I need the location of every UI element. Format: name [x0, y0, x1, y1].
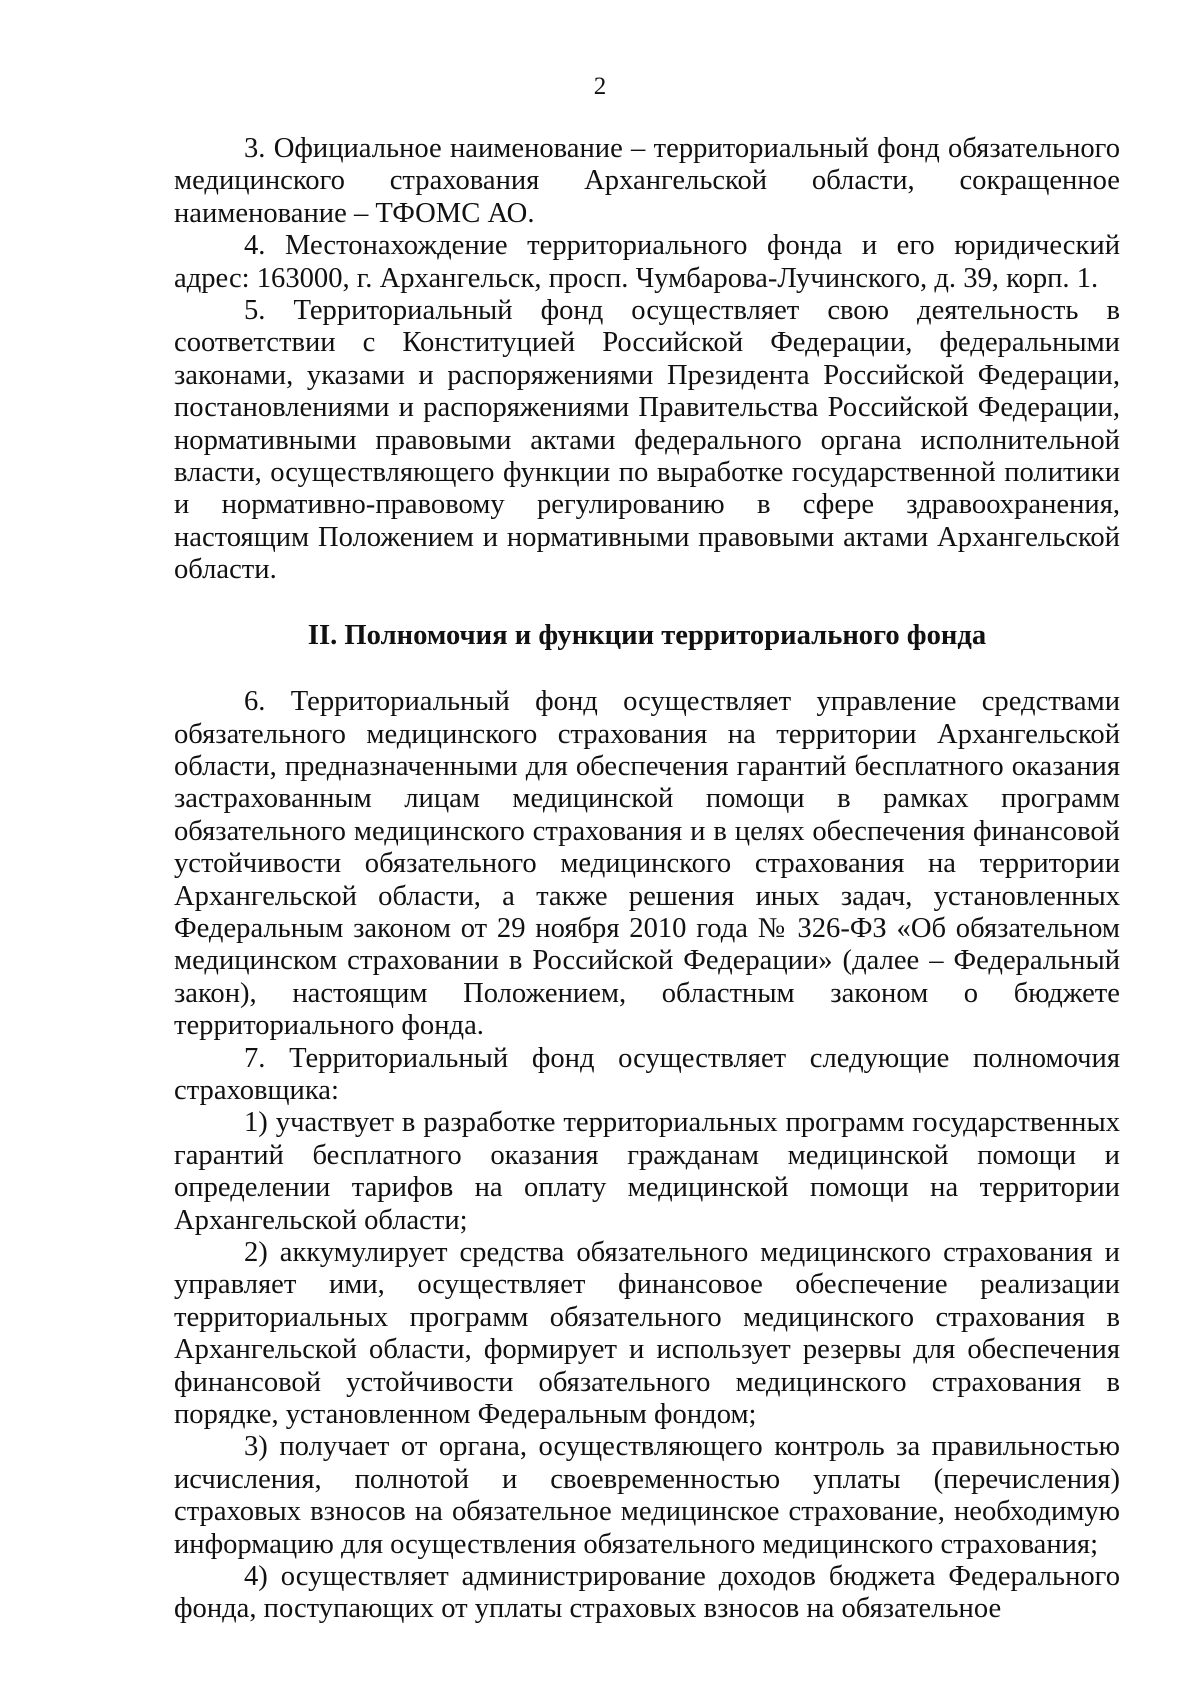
list-item-1: 1) участвует в разработке территориальных программ государственных гарантий бесплатного оказания гражданам медицинской помощи и определении тарифов на оплату медицинской помощи на территории Архангельской области;: [174, 1107, 1120, 1236]
list-item-3: 3) получает от органа, осуществляющего контроль за правильностью исчисления, полнотой и своевременностью уплаты (перечисления) страховых взносов на обязательное медицинское страхование, необходимую информацию для осуществления обязательного медицинского страхования;: [174, 1431, 1120, 1560]
paragraph-4: 4. Местонахождение территориального фонда и его юридический адрес: 163000, г. Архангельск, просп. Чумбарова-Лучинского, д. 39, корп. 1.: [174, 230, 1120, 294]
section-heading: II. Полномочия и функции территориального фонда: [307, 619, 987, 651]
paragraph-7: 7. Территориальный фонд осуществляет следующие полномочия страховщика:: [174, 1042, 1120, 1106]
paragraph-3: 3. Официальное наименование – территориальный фонд обязательного медицинского страхования Архангельской области, сокращенное наименование – ТФОМС АО.: [174, 133, 1120, 229]
document-body: [174, 133, 1120, 1626]
list-item-2: 2) аккумулирует средства обязательного медицинского страхования и управляет ими, осуществляет финансовое обеспечение реализации территориальных программ обязательного медицинского страхования в Архангельской области, формирует и использует резервы для обеспечения финансовой устойчивости обязательного медицинского страхования в порядке, установленном Федеральным фондом;: [174, 1237, 1120, 1431]
list-item-4: 4) осуществляет администрирование доходов бюджета Федерального фонда, поступающих от уплаты страховых взносов на обязательное: [174, 1561, 1120, 1625]
paragraph-6: 6. Территориальный фонд осуществляет управление средствами обязательного медицинского страхования на территории Архангельской области, предназначенными для обеспечения гарантий бесплатного оказания застрахованным лицам медицинской помощи в рамках программ обязательного медицинского страхования и в целях обеспечения финансовой устойчивости обязательного медицинского страхования на территории Архангельской области, а также решения иных задач, установленных Федеральным законом от 29 ноября 2010 года № 326-ФЗ «Об обязательном медицинском страховании в Российской Федерации» (далее – Федеральный закон), настоящим Положением, областным законом о бюджете территориального фонда.: [174, 686, 1120, 1042]
page-number: 2: [593, 73, 607, 100]
paragraph-5: 5. Территориальный фонд осуществляет свою деятельность в соответствии с Конституцией Российской Федерации, федеральными законами, указами и распоряжениями Президента Российской Федерации, постановлениями и распоряжениями Правительства Российской Федерации, нормативными правовыми актами федерального органа исполнительной власти, осуществляющего функции по выработке государственной политики и нормативно-правовому регулированию в сфере здравоохранения, настоящим Положением и нормативными правовыми актами Архангельской области.: [174, 295, 1120, 586]
